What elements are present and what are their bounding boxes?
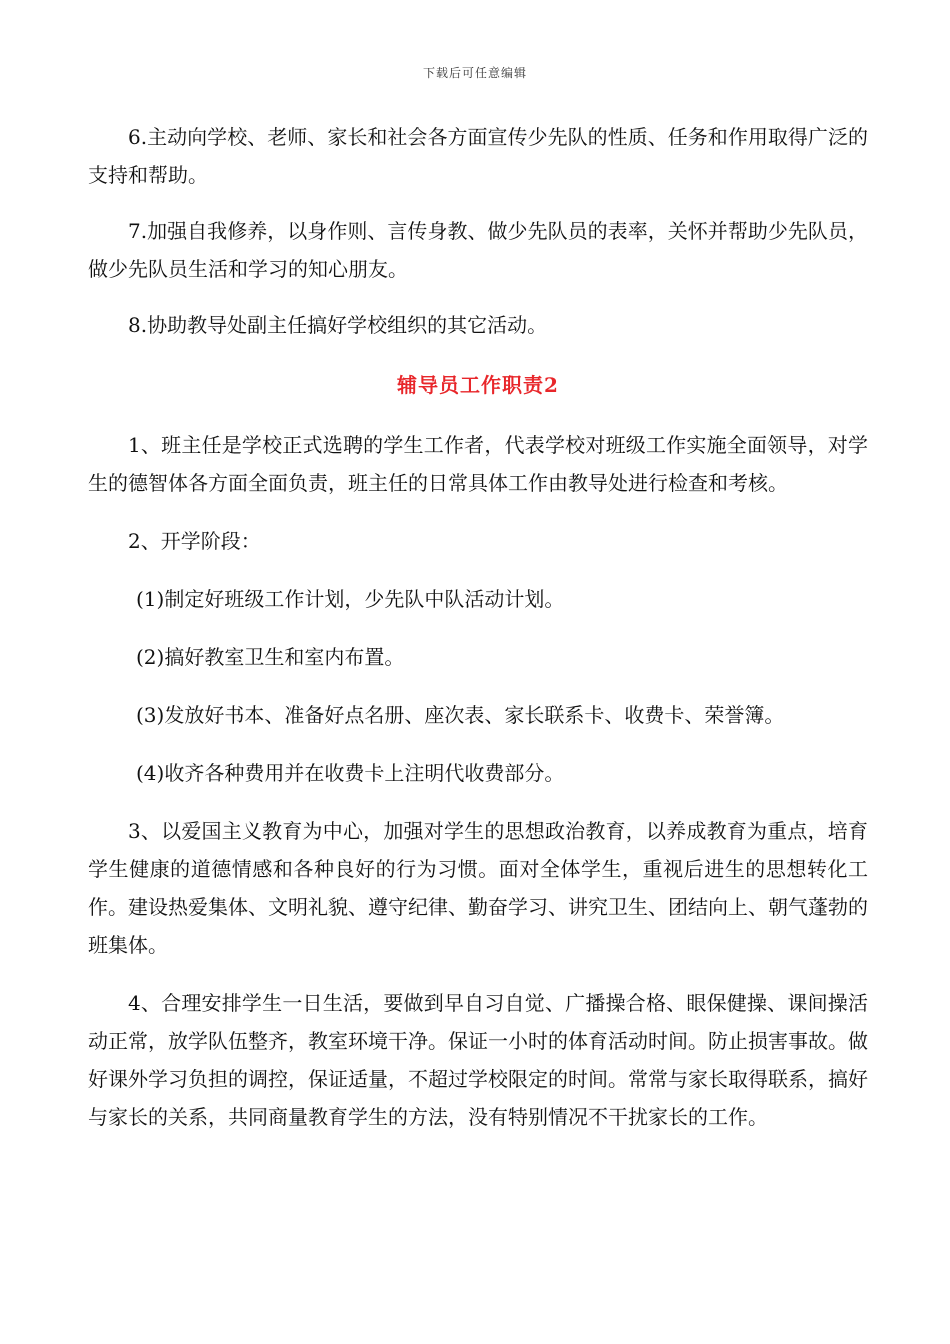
paragraph-duty-2: 2、开学阶段： — [128, 529, 261, 553]
paragraph-duty-1: 1、班主任是学校正式选聘的学生工作者，代表学校对班级工作实施全面领导，对学生的德智体各方面全面负责，班主任的日常具体工作由教导处进行检查和考核。 — [88, 433, 868, 495]
paragraph-duty-3: 3、以爱国主义教育为中心，加强对学生的思想政治教育，以养成教育为重点，培育学生健康的道德情感和各种良好的行为习惯。面对全体学生，重视后进生的思想转化工作。建设热爱集体、文明礼貌、遵守纪律、勤奋学习、讲究卫生、团结向上、朝气蓬勃的班集体。 — [88, 819, 868, 957]
sub-item-2: (2)搞好教室卫生和室内布置。 — [136, 645, 405, 669]
paragraph-item-6: 6.主动向学校、老师、家长和社会各方面宣传少先队的性质、任务和作用取得广泛的支持和帮助。 — [88, 125, 868, 187]
sub-item-3: (3)发放好书本、准备好点名册、座次表、家长联系卡、收费卡、荣誉簿。 — [136, 703, 785, 727]
sub-item-1: (1)制定好班级工作计划，少先队中队活动计划。 — [136, 587, 565, 611]
document-body — [88, 118, 868, 1136]
paragraph-item-8: 8.协助教导处副主任搞好学校组织的其它活动。 — [128, 313, 548, 337]
paragraph-item-7: 7.加强自我修养，以身作则、言传身教、做少先队员的表率，关怀并帮助少先队员，做少先队员生活和学习的知心朋友。 — [88, 219, 868, 281]
header-note: 下载后可任意编辑 — [422, 66, 527, 80]
paragraph-duty-4: 4、合理安排学生一日生活，要做到早自习自觉、广播操合格、眼保健操、课间操活动正常，放学队伍整齐，教室环境干净。保证一小时的体育活动时间。防止损害事故。做好课外学习负担的调控，保证适量，不超过学校限定的时间。常常与家长取得联系，搞好与家长的关系，共同商量教育学生的方法，没有特别情况不干扰家长的工作。 — [88, 991, 868, 1129]
sub-item-4: (4)收齐各种费用并在收费卡上注明代收费部分。 — [136, 761, 565, 785]
section-heading: 辅导员工作职责2 — [397, 373, 559, 397]
